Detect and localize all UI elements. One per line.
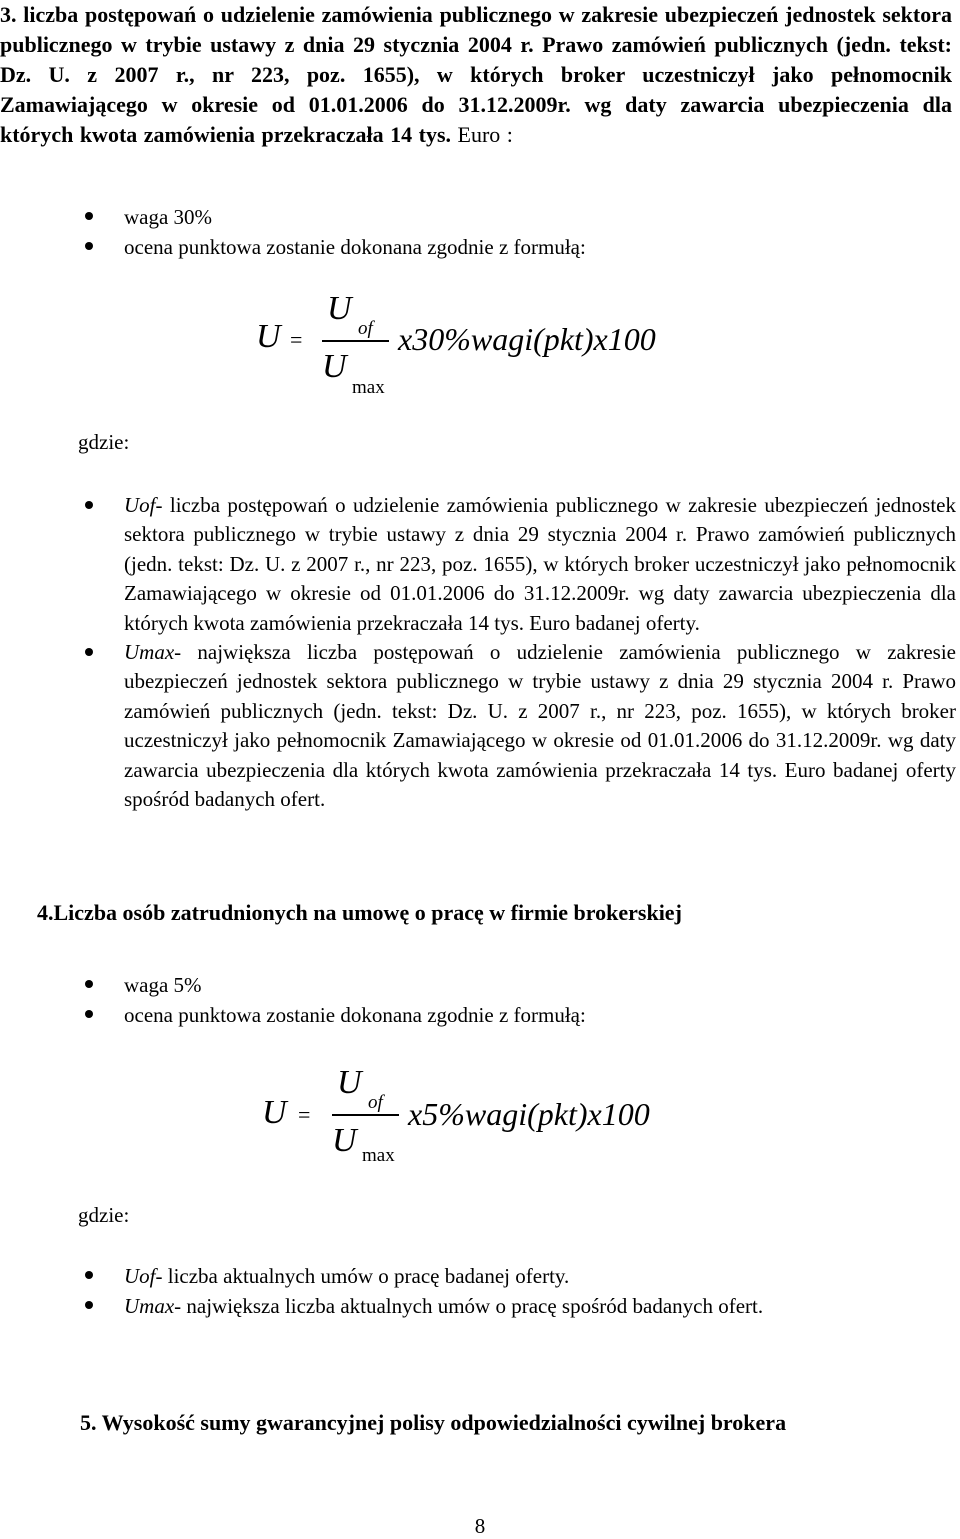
bullet-icon	[85, 648, 93, 656]
page-number: 8	[474, 1514, 486, 1538]
list-item: waga 30%	[124, 202, 586, 232]
section-3-heading	[0, 0, 952, 150]
list-item: ocena punktowa zostanie dokonana zgodnie z formułą:	[124, 1000, 586, 1030]
formula-numerator: U	[327, 290, 352, 327]
formula-numerator: U	[337, 1064, 362, 1101]
bullet-icon	[85, 1271, 93, 1279]
definition-text: - największa liczba aktualnych umów o pracę spośród badanych ofert.	[174, 1294, 764, 1318]
definition-text: - liczba postępowań o udzielenie zamówienia publicznego w zakresie ubezpieczeń jednostek sektora publicznego w trybie ustawy z dnia 29 stycznia 2004 r. Prawo zamówień publicznych (jedn. tekst: Dz. U. z 2007 r., nr 223, poz. 1655), w których broker uczestniczył jako pełnomocnik Zamawiającego w okresie od 01.01.2006 do 31.12.2009r. wg daty zawarcia ubezpieczenia dla których kwota zamówienia przekraczała 14 tys. Euro badanej oferty.	[124, 493, 956, 635]
formula-denominator: U	[332, 1122, 357, 1159]
formula-denominator-sub: max	[352, 377, 385, 398]
formula-numerator-sub: of	[368, 1092, 383, 1113]
definition-term: Uof	[124, 1264, 156, 1288]
definition-term: Uof	[124, 493, 156, 517]
section-4-heading: 4.Liczba osób zatrudnionych na umowę o pracę w firmie brokerskiej	[37, 900, 682, 925]
definition-term: Umax	[124, 1294, 175, 1318]
definition-text: - największa liczba postępowań o udzielenie zamówienia publicznego w zakresie ubezpieczeń jednostek sektora publicznego w trybie ustawy z dnia 29 stycznia 2004 r. Prawo zamówień publicznych (jedn. tekst: Dz. U. z 2007 r., nr 223, poz. 1655), w których broker uczestniczył jako pełnomocnik Zamawiającego w okresie od 01.01.2006 do 31.12.2009r. wg daty zawarcia ubezpieczenia dla których kwota zamówienia przekraczała 14 tys. Euro badanej oferty spośród badanych ofert.	[124, 640, 956, 812]
formula-equals: =	[298, 1102, 311, 1127]
section-3-definitions	[124, 491, 956, 814]
formula-lhs: U	[262, 1094, 287, 1131]
list-item: ocena punktowa zostanie dokonana zgodnie z formułą:	[124, 232, 586, 262]
list-item	[124, 1291, 763, 1321]
section-4-bullets	[124, 970, 586, 1030]
bullet-icon	[85, 1010, 93, 1018]
fraction-line	[332, 1114, 399, 1116]
formula-rhs: x5%wagi(pkt)x100	[408, 1096, 650, 1132]
bullet-icon	[85, 212, 93, 220]
formula-lhs: U	[256, 318, 281, 355]
bullet-icon	[85, 501, 93, 509]
definition-term: Umax	[124, 640, 175, 665]
gdzie-label: gdzie:	[78, 1203, 130, 1227]
bullet-icon	[85, 242, 93, 250]
section-3-bullets	[124, 202, 586, 262]
list-item: waga 5%	[124, 970, 586, 1000]
list-item	[124, 1261, 763, 1291]
section-3-heading-rest: Euro :	[451, 122, 513, 147]
section-5-heading: 5. Wysokość sumy gwarancyjnej polisy odpowiedzialności cywilnej brokera	[80, 1410, 787, 1435]
formula-numerator-sub: of	[358, 318, 373, 339]
bullet-icon	[85, 980, 93, 988]
definition-text: - liczba aktualnych umów o pracę badanej oferty.	[155, 1264, 570, 1288]
section-4-definitions	[124, 1261, 763, 1321]
formula-denominator-sub: max	[362, 1145, 395, 1166]
gdzie-label: gdzie:	[78, 430, 130, 454]
list-item	[124, 638, 956, 814]
formula-denominator: U	[322, 348, 347, 385]
list-item	[124, 491, 956, 638]
bullet-icon	[85, 1301, 93, 1309]
section-3-heading-bold: 3. liczba postępowań o udzielenie zamówienia publicznego w zakresie ubezpieczeń jednostek sektora publicznego w trybie ustawy z dnia 29 stycznia 2004 r. Prawo zamówień publicznych (jedn. tekst: Dz. U. z 2007 r., nr 223, poz. 1655), w których broker uczestniczył jako pełnomocnik Zamawiającego w okresie od 01.01.2006 do 31.12.2009r. wg daty zawarcia ubezpieczenia dla których kwota zamówienia przekraczała 14 tys.	[0, 2, 952, 147]
fraction-line	[322, 340, 389, 342]
formula-equals: =	[290, 327, 303, 352]
formula-rhs: x30%wagi(pkt)x100	[398, 321, 656, 357]
